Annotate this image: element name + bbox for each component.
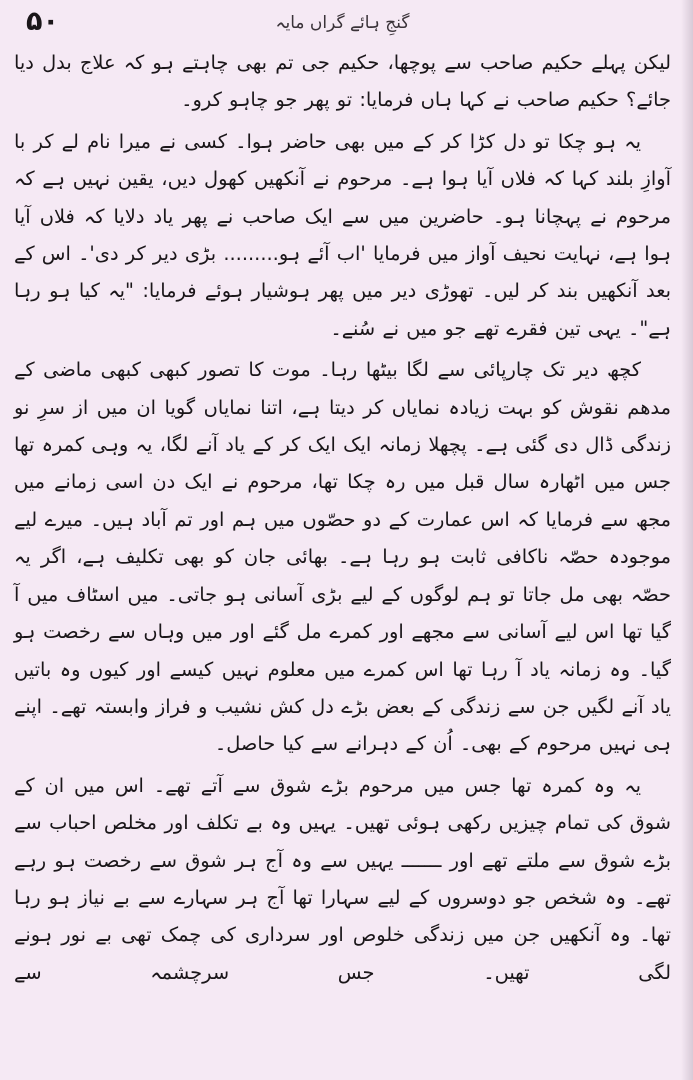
paragraph-4: یہ وہ کمرہ تھا جس میں مرحوم بڑے شوق سے آتے تھے۔ اس میں ان کے شوق کی تمام چیزیں رکھی ہوئی تھیں۔ یہیں وہ بے تکلف اور مخلص احباب سے بڑے شوق سے ملتے تھے اور ـــــــ یہیں سے وہ آج ہر شوق سے رخصت ہو رہے تھے۔ وہ شخص جو دوسروں کے لیے سہارا تھا آج ہر سہارے سے بے نیاز ہو رہا تھا۔ وہ آنکھیں جن میں زندگی خلوص اور سرداری کی چمک تھی بے نور ہونے لگی تھیں۔ جس سرچشمہ سے (14, 773, 671, 984)
page-header (14, 6, 671, 44)
paragraph-2: یہ ہو چکا تو دل کڑا کر کے میں بھی حاضر ہوا۔ کسی نے میرا نام لے کر با آوازِ بلند کہا کہ فلاں آیا ہوا ہے۔ مرحوم نے آنکھیں کھول دیں، یقین نہیں ہے کہ مرحوم نے پہچانا ہو۔ حاضرین میں سے ایک صاحب نے پھر یاد دلایا کہ فلاں آیا ہوا ہے، نہایت نحیف آواز میں فرمایا 'اب آئے ہو......... بڑی دیر کر دی'۔ اس کے بعد آنکھیں بند کر لیں۔ تھوڑی دیر میں پھر ہوشیار ہوئے فرمایا: "یہ کیا ہو رہا ہے"۔ یہی تین فقرے تھے جو میں نے سُنے۔ (14, 129, 671, 340)
body-text (14, 44, 671, 991)
running-title: گنجِ ہائے گراں مایہ (275, 13, 410, 33)
paragraph-1: لیکن پہلے حکیم صاحب سے پوچھا، حکیم جی تم بھی چاہتے ہو کہ علاج بدل دیا جائے؟ حکیم صاحب نے کہا ہاں فرمایا: تو پھر جو چاہو کرو۔ (14, 51, 671, 112)
paragraph-3: کچھ دیر تک چارپائی سے لگا بیٹھا رہا۔ موت کا تصور کبھی کبھی ماضی کے مدھم نقوش کو بہت زیادہ نمایاں کر دیتا ہے، اتنا نمایاں گویا ان میں از سرِ نو زندگی ڈال دی گئی ہے۔ پچھلا زمانہ ایک ایک کر کے یاد آنے لگا، یہ وہی کمرہ تھا جس میں اٹھارہ سال قبل میں رہ چکا تھا، مرحوم نے ایک دن اسی زمانے میں مجھ سے فرمایا کہ اس عمارت کے دو حصّوں میں ہم اور تم آباد ہیں۔ میرے لیے موجودہ حصّہ ناکافی ثابت ہو رہا ہے۔ بھائی جان کو بھی تکلیف ہے، اگر یہ حصّہ بھی مل جاتا تو ہم لوگوں کے لیے بڑی آسانی ہو جاتی۔ میں اسٹاف میں آ گیا تھا اس لیے آسانی سے مجھے اور کمرے مل گئے اور میں وہاں سے رخصت ہو گیا۔ وہ زمانہ یاد آ رہا تھا اس کمرے میں معلوم نہیں کیسے اور کیوں وہ باتیں یاد آنے لگیں جن سے زندگی کے بعض بڑے دل کش نشیب و فراز وابستہ تھے۔ اپنے ہی نہیں مرحوم کے بھی۔ اُن کے دہرانے سے کیا حاصل۔ (14, 358, 671, 756)
page-number: ۵۰ (26, 6, 59, 37)
